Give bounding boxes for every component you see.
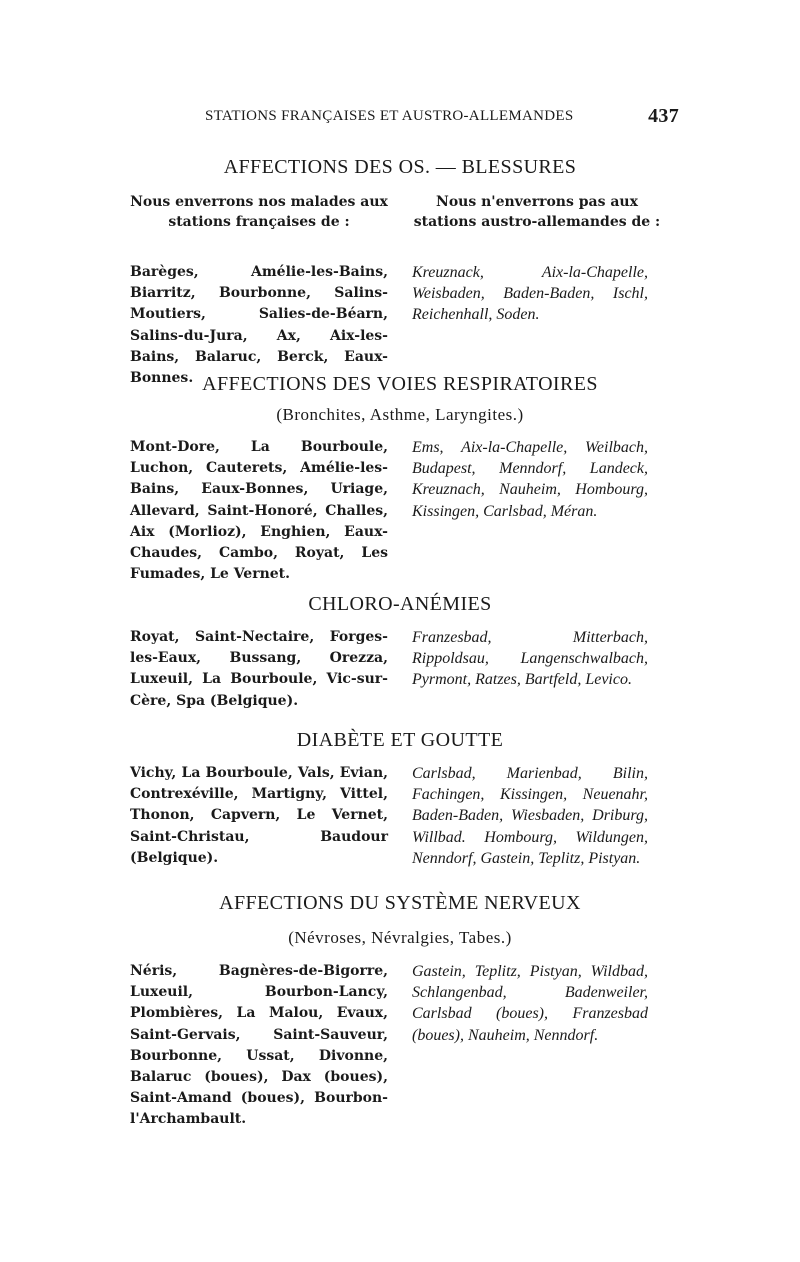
section-bones-foreign-stations: Kreuznack, Aix-la-Chapelle, Weisbaden, Baden-Baden, Ischl, Reichenhall, Soden. (412, 264, 648, 324)
section-nervous-foreign-stations: Gastein, Teplitz, Pistyan, Wildbad, Schlangenbad, Badenweiler, Carlsbad (boues), Franzesbad (boues), Nauheim, Nenndorf. (412, 963, 648, 1044)
section-subtitle-respiratory: (Bronchites, Asthme, Laryngites.) (276, 405, 524, 424)
section-anemia-french-stations: Royat, Saint-Nectaire, Forges-les-Eaux, Bussang, Orezza, Luxeuil, La Bourboule, Vic-sur-Cère, Spa (Belgique). (130, 629, 388, 709)
section-respiratory-french-stations: Mont-Dore, La Bourboule, Luchon, Cauterets, Amélie-les-Bains, Eaux-Bonnes, Uriage, Allevard, Saint-Honoré, Challes, Aix (Morlioz), Enghien, Eaux-Chaudes, Cambo, Royat, Les Fumades, Le Vernet. (130, 439, 388, 583)
section-respiratory-foreign-stations: Ems, Aix-la-Chapelle, Weilbach, Budapest, Menndorf, Landeck, Kreuznach, Nauheim, Hombourg, Kissingen, Carlsbad, Méran. (412, 439, 648, 520)
section-title-respiratory: AFFECTIONS DES VOIES RESPIRATOIRES (202, 373, 598, 395)
section-subtitle-nervous: (Névroses, Névralgies, Tabes.) (288, 928, 512, 947)
section-title-diabetes: DIABÈTE ET GOUTTE (296, 729, 504, 751)
section-title-nervous: AFFECTIONS DU SYSTÈME NERVEUX (219, 892, 581, 914)
page-number: 437 (648, 105, 679, 127)
section-nervous-french-stations: Néris, Bagnères-de-Bigorre, Luxeuil, Bourbon-Lancy, Plombières, La Malou, Evaux, Saint-Gervais, Saint-Sauveur, Bourbonne, Ussat, Divonne, Balaruc (boues), Dax (boues), Saint-Amand (boues), Bourbon-l'Archambault. (130, 963, 388, 1128)
left-column-heading: Nous enverrons nos malades aux stations françaises de : (130, 194, 388, 230)
running-title: STATIONS FRANÇAISES ET AUSTRO-ALLEMANDES (205, 108, 574, 124)
section-title-bones: AFFECTIONS DES OS. — BLESSURES (223, 156, 577, 178)
section-diabetes-foreign-stations: Carlsbad, Marienbad, Bilin, Fachingen, Kissingen, Neuenahr, Baden-Baden, Wiesbaden, Driburg, Willbad. Hombourg, Wildungen, Nenndorf, Gastein, Teplitz, Pistyan. (412, 765, 648, 867)
right-column-heading: Nous n'enverrons pas aux stations austro-allemandes de : (413, 194, 661, 230)
section-anemia-foreign-stations: Franzesbad, Mitterbach, Rippoldsau, Langenschwalbach, Pyrmont, Ratzes, Bartfeld, Levico. (412, 629, 648, 689)
section-bones-french-stations: Barèges, Amélie-les-Bains, Biarritz, Bourbonne, Salins-Moutiers, Salies-de-Béarn, Salins-du-Jura, Ax, Aix-les-Bains, Balaruc, Berck, Eaux-Bonnes. (130, 264, 388, 387)
section-diabetes-french-stations: Vichy, La Bourboule, Vals, Evian, Contrexéville, Martigny, Vittel, Thonon, Capvern, Le Vernet, Saint-Christau, Baudour (Belgique). (130, 765, 388, 866)
section-title-anemia: CHLORO-ANÉMIES (308, 593, 492, 615)
